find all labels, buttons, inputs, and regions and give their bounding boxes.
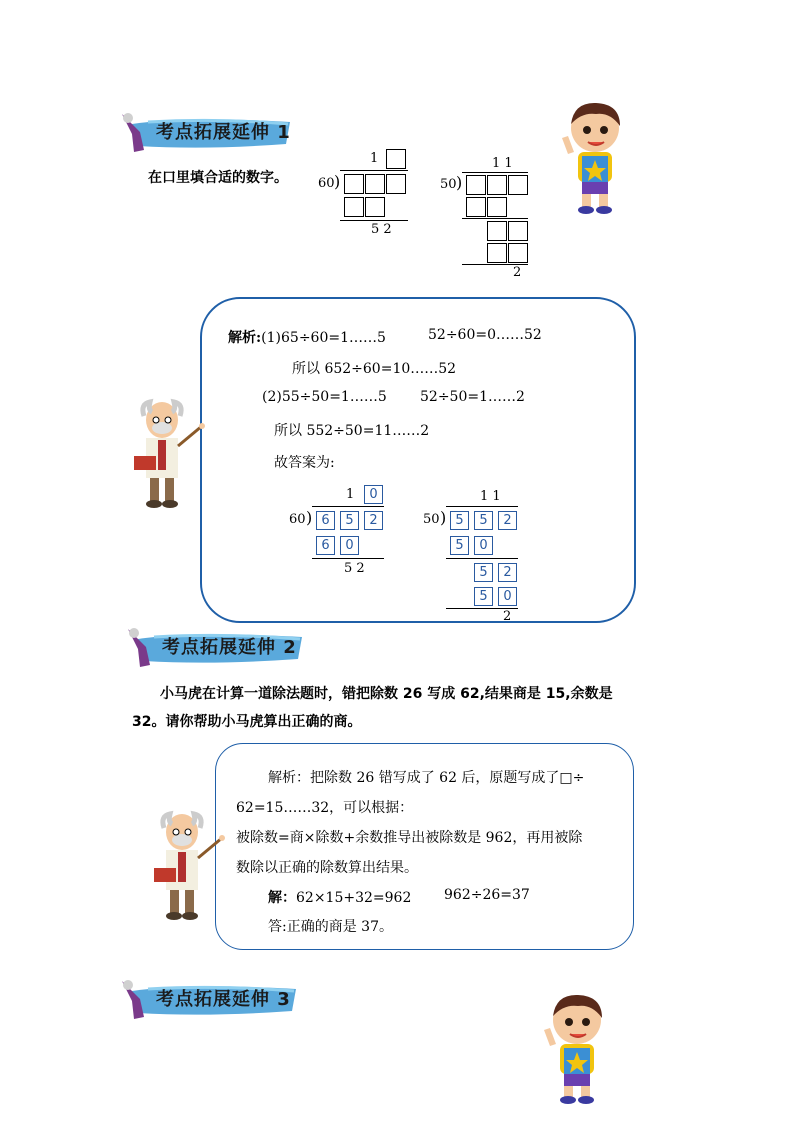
section-title: 考点拓展延伸 1 <box>156 122 291 143</box>
product-box[interactable] <box>487 197 507 217</box>
answer-box: 5 <box>474 587 493 606</box>
section-banner-3 <box>118 979 298 1013</box>
solution1-line5: 故答案为: <box>274 455 335 471</box>
answer-box: 2 <box>498 563 517 582</box>
step-box[interactable] <box>508 221 528 241</box>
dividend-box[interactable] <box>466 175 486 195</box>
divisor: 50 <box>440 177 457 192</box>
solution2-line2: 62=15……32，可以根据： <box>236 800 414 816</box>
boy-cartoon-icon <box>560 98 630 216</box>
dividend-box[interactable] <box>386 174 406 194</box>
answer-box: 0 <box>364 485 383 504</box>
divisor: 60 <box>289 512 306 527</box>
solution2-line5: 解：62×15+32=962 <box>268 890 412 906</box>
answer-box: 0 <box>340 536 359 555</box>
product-box[interactable] <box>466 197 486 217</box>
remainder: 2 <box>503 609 512 624</box>
solution1-line3a: (2)55÷50=1……5 <box>262 389 387 405</box>
solution1-line4: 所以 552÷50=11……2 <box>274 423 430 439</box>
solution2-line1: 解析：把除数 26 错写成了 62 后，原题写成了□÷ <box>268 770 585 786</box>
step-box[interactable] <box>487 221 507 241</box>
product-box[interactable] <box>365 197 385 217</box>
teacher-cartoon-icon <box>150 810 228 922</box>
solution2-line6: 答:正确的商是 37。 <box>268 919 393 935</box>
solution2-line3: 被除数=商×除数+余数推导出被除数是 962，再用被除 <box>236 830 583 846</box>
remainder: 2 <box>513 265 522 280</box>
problem2-line1: 小马虎在计算一道除法题时，错把除数 26 写成 62,结果商是 15,余数是 <box>160 686 613 702</box>
solution2-line4: 数除以正确的除数算出结果。 <box>236 860 418 876</box>
answer-box: 5 <box>340 511 359 530</box>
step-box[interactable] <box>487 243 507 263</box>
solution2-line5c: 962÷26=37 <box>444 887 530 903</box>
solution1-line3b: 52÷50=1……2 <box>420 389 525 405</box>
solution1-line2: 所以 652÷60=10……52 <box>292 361 457 377</box>
answer-box: 2 <box>364 511 383 530</box>
problem2-line2: 32。请你帮助小马虎算出正确的商。 <box>132 714 362 730</box>
answer-box: 6 <box>316 536 335 555</box>
answer-box: 0 <box>474 536 493 555</box>
answer-box: 5 <box>450 511 469 530</box>
solution1-line1b: 52÷60=0……52 <box>428 327 542 343</box>
division-bracket: ) <box>456 173 463 192</box>
problem1-instruction: 在口里填合适的数字。 <box>148 170 288 186</box>
division-bracket: ) <box>334 172 341 191</box>
answer-box: 5 <box>450 536 469 555</box>
dividend-box[interactable] <box>365 174 385 194</box>
answer-box: 0 <box>498 587 517 606</box>
answer-box: 6 <box>316 511 335 530</box>
divisor: 50 <box>423 512 440 527</box>
remainder: 5 2 <box>344 561 365 576</box>
section-title: 考点拓展延伸 3 <box>156 989 291 1010</box>
teacher-cartoon-icon <box>130 398 208 510</box>
remainder: 5 2 <box>371 222 392 237</box>
quotient-digit: 1 <box>370 151 379 166</box>
answer-box: 5 <box>474 563 493 582</box>
answer-box: 5 <box>474 511 493 530</box>
section-banner-2 <box>124 627 304 661</box>
section-banner-1 <box>118 112 293 146</box>
solution1-line1: 解析:(1)65÷60=1……5 <box>228 330 386 346</box>
quotient: 1 1 <box>492 156 513 171</box>
boy-cartoon-icon <box>542 990 612 1108</box>
dividend-box[interactable] <box>487 175 507 195</box>
divisor: 60 <box>318 176 335 191</box>
quotient-blank-box[interactable] <box>386 149 406 169</box>
dividend-box[interactable] <box>344 174 364 194</box>
step-box[interactable] <box>508 243 528 263</box>
dividend-box[interactable] <box>508 175 528 195</box>
product-box[interactable] <box>344 197 364 217</box>
section-title: 考点拓展延伸 2 <box>162 637 297 658</box>
answer-box: 2 <box>498 511 517 530</box>
